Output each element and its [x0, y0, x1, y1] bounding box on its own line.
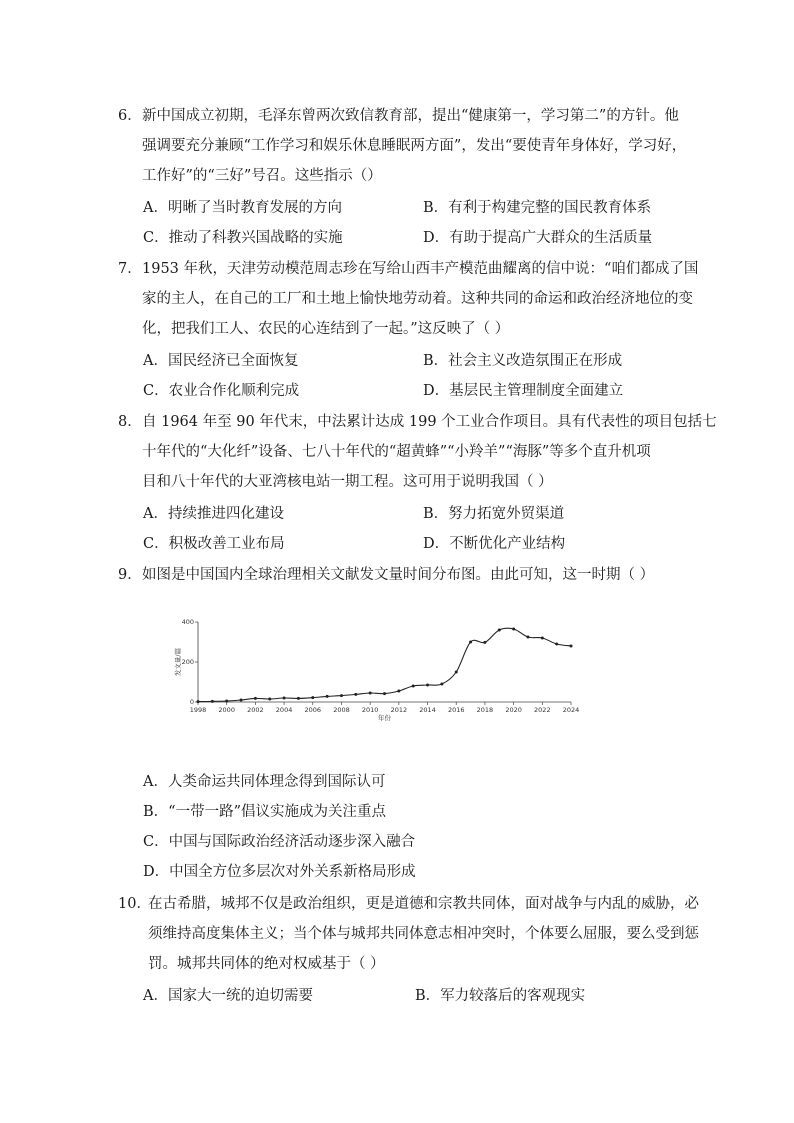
data-point [354, 693, 357, 696]
data-point [297, 697, 300, 700]
data-point [268, 698, 271, 701]
x-tick-label: 2012 [390, 706, 408, 714]
option-d[interactable]: D．不断优化产业结构 [423, 536, 566, 552]
data-point [498, 629, 501, 632]
question-text-line: 自 1964 年至 90 年代末，中法累计达成 199 个工业合作项目。具有代表性的项目包括七 [142, 414, 717, 430]
question-text-line: 工作好”的“三好”号召。这些指示（） [142, 168, 382, 184]
data-point [340, 694, 343, 697]
data-point [311, 696, 314, 699]
question-number: 10． [118, 896, 151, 912]
option-b[interactable]: B．社会主义改造氛围正在形成 [423, 353, 623, 369]
option-b[interactable]: B．“一带一路”倡议实施成为关注重点 [143, 804, 386, 820]
question-text-line: 罚。城邦共同体的绝对权威基于（ ） [148, 956, 385, 972]
option-a[interactable]: A．持续推进四化建设 [143, 506, 284, 522]
data-point [211, 700, 214, 703]
x-tick-label: 2016 [447, 706, 465, 714]
question-text-line: 目和八十年代的大亚湾核电站一期工程。这可用于说明我国（ ） [142, 474, 553, 490]
option-c[interactable]: C．农业合作化顺利完成 [143, 383, 300, 399]
x-tick-label: 2004 [275, 706, 293, 714]
option-b[interactable]: B．努力拓宽外贸渠道 [423, 506, 565, 522]
question-text-line: 如图是中国国内全球治理相关文献发文量时间分布图。由此可知，这一时期（ ） [142, 567, 655, 583]
x-tick-label: 1998 [189, 706, 207, 714]
question-8-options [143, 499, 703, 559]
x-tick-label: 2020 [505, 706, 522, 714]
question-number: 7． [118, 261, 142, 277]
data-point [469, 641, 472, 644]
question-text-line: 新中国成立初期，毛泽东曾两次致信教育部，提出“健康第一，学习第二”的方针。他 [142, 108, 679, 124]
data-point [283, 697, 286, 700]
data-point [254, 697, 257, 700]
data-point [570, 645, 573, 648]
series-line [198, 628, 571, 701]
data-point [397, 690, 400, 693]
option-d[interactable]: D．有助于提高广大群众的生活质量 [423, 230, 653, 246]
question-8 [118, 407, 717, 497]
data-point [512, 628, 515, 631]
data-point [483, 641, 486, 644]
option-c[interactable]: C．积极改善工业布局 [143, 536, 285, 552]
question-9 [118, 560, 698, 590]
question-number: 8． [118, 414, 142, 430]
question-10 [118, 889, 698, 979]
question-10-options [143, 981, 703, 1011]
x-tick-label: 2002 [247, 706, 264, 714]
x-tick-label: 2022 [534, 706, 551, 714]
question-7-options [143, 346, 703, 406]
question-7 [118, 254, 698, 344]
question-text-line: 十年代的“大化纤”设备、七八十年代的“超黄蜂”“小羚羊”“海豚”等多个直升机项 [142, 444, 651, 460]
question-text-line: 强调要充分兼顾“工作学习和娱乐休息睡眠两方面”，发出“要使青年身体好，学习好， [142, 138, 687, 154]
option-a[interactable]: A．国民经济已全面恢复 [143, 353, 299, 369]
option-a[interactable]: A．明晰了当时教育发展的方向 [143, 200, 342, 216]
question-number: 9． [118, 567, 142, 583]
question-6 [118, 101, 698, 191]
publication-count-chart [165, 612, 585, 730]
x-axis-label: 年份 [378, 714, 391, 722]
question-text-line: 1953 年秋，天津劳动模范周志珍在写给山西丰产模范曲耀离的信中说：“咱们都成了国 [142, 261, 699, 277]
data-point [440, 683, 443, 686]
question-text-line: 化，把我们工人、农民的心连结到了一起。”这反映了（ ） [142, 321, 510, 337]
question-6-options [143, 193, 703, 253]
data-point [225, 700, 228, 703]
x-tick-label: 2014 [419, 706, 436, 714]
question-text-line: 须维持高度集体主义；当个体与城邦共同体意志相冲突时，个体要么屈服，要么受到惩 [148, 926, 699, 942]
data-point [426, 684, 429, 687]
x-tick-label: 2024 [562, 706, 580, 714]
y-axis-label: 发文量/篇 [174, 647, 182, 677]
data-point [383, 692, 386, 695]
y-tick-label: 0 [189, 698, 194, 707]
option-c[interactable]: C．推动了科教兴国战略的实施 [143, 230, 343, 246]
x-tick-label: 2006 [304, 706, 322, 714]
data-point [526, 636, 529, 639]
option-a[interactable]: A．人类命运共同体理念得到国际认可 [143, 774, 386, 790]
y-tick-label: 400 [181, 618, 194, 627]
x-tick-label: 2000 [218, 706, 235, 714]
data-point [455, 671, 458, 674]
option-d[interactable]: D．中国全方位多层次对外关系新格局形成 [143, 864, 416, 880]
data-point [369, 692, 372, 695]
option-c[interactable]: C．中国与国际政治经济活动逐步深入融合 [143, 834, 416, 850]
x-tick-label: 2010 [361, 706, 379, 714]
question-text-line: 家的主人，在自己的工厂和土地上愉快地劳动着。这种共同的命运和政治经济地位的变 [142, 291, 693, 307]
data-point [412, 685, 415, 688]
option-b[interactable]: B．军力较落后的客观现实 [415, 988, 586, 1004]
option-d[interactable]: D．基层民主管理制度全面建立 [423, 383, 624, 399]
data-point [197, 700, 200, 703]
data-point [240, 699, 243, 702]
y-tick-label: 200 [181, 658, 194, 667]
data-point [326, 695, 329, 698]
question-text-line: 在古希腊，城邦不仅是政治组织，更是道德和宗教共同体，面对战争与内乱的威胁，必 [148, 896, 699, 912]
option-a[interactable]: A．国家大一统的迫切需要 [143, 988, 313, 1004]
x-tick-label: 2018 [476, 706, 494, 714]
x-tick-label: 2008 [333, 706, 350, 714]
chart-svg [165, 612, 585, 730]
data-point [555, 643, 558, 646]
question-number: 6． [118, 108, 142, 124]
question-9-options [143, 767, 703, 887]
option-b[interactable]: B．有利于构建完整的国民教育体系 [423, 200, 652, 216]
data-point [541, 637, 544, 640]
